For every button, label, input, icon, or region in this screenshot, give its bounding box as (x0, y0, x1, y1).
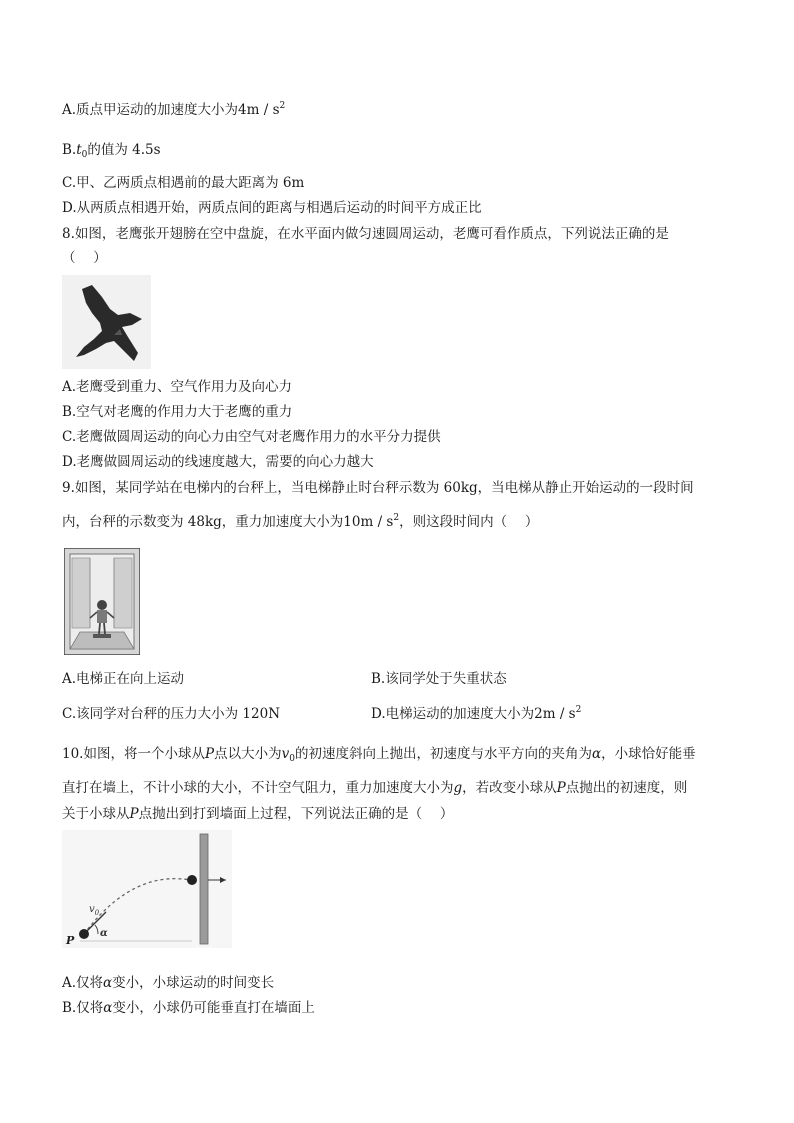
person-head (97, 600, 107, 610)
q9-option-a: A.电梯正在向上运动 (62, 671, 185, 687)
q9-stem-line2-tail: ，则这段时间内（ ） (399, 514, 539, 530)
eagle-image (62, 275, 151, 369)
q10-option-b-text: B.仅将 (62, 1000, 104, 1016)
q10-line3-a: 关于小球从 (62, 806, 130, 822)
q10-option-b-rest: 变小，小球仍可能垂直打在墙面上 (112, 1000, 315, 1016)
q8-option-b: B.空气对老鹰的作用力大于老鹰的重力 (62, 404, 293, 420)
eagle-figure (62, 275, 151, 369)
person-right-leg (104, 623, 105, 634)
elevator-image (64, 548, 140, 655)
q10-line2-p: P (556, 780, 566, 796)
q10-line1-v: v (281, 746, 290, 762)
q8-stem-line2: （ ） (62, 250, 107, 266)
q7-option-c: C.甲、乙两质点相遇前的最大距离为 6m (62, 175, 305, 191)
q8-option-d: D.老鹰做圆周运动的线速度越大，需要的向心力越大 (62, 454, 374, 470)
q7-option-a (62, 101, 285, 119)
q10-line1-a: 10.如图，将一个小球从 (62, 746, 205, 762)
wall (200, 834, 208, 944)
q9-stem-line2-text: 内，台秤的示数变为 48kg，重力加速度大小为 (62, 514, 344, 530)
q10-line3-p: P (129, 806, 139, 822)
q10-option-a-rest: 变小，小球运动的时间变长 (112, 975, 275, 991)
q10-stem-line1 (62, 745, 696, 763)
fig-label-p: P (66, 934, 75, 947)
q7-option-a-text: A.质点甲运动的加速度大小为 (62, 102, 239, 118)
person-left-leg (99, 623, 100, 634)
q9-stem-line2-value: 10m / s (343, 514, 394, 530)
q10-option-b-alpha: α (103, 1000, 113, 1016)
q8-stem-line1: 8.如图，老鹰张开翅膀在空中盘旋，在水平面内做匀速圆周运动，老鹰可看作质点，下列说法正确的是 (62, 226, 669, 242)
elevator-figure (64, 548, 140, 655)
ball-start (79, 929, 89, 939)
q10-line2-b: ，若改变小球从 (462, 780, 557, 796)
elevator-right-panel (114, 558, 132, 628)
q7-option-b-sub: 0 (81, 150, 88, 160)
q10-line1-b: 点以大小为 (214, 746, 282, 762)
q10-line3-b: 点抛出到打到墙面上过程，下列说法正确的是（ ） (138, 806, 454, 822)
q10-option-a-alpha: α (103, 975, 113, 991)
q9-option-b: B.该同学处于失重状态 (371, 671, 507, 687)
q7-option-a-value: 4m / s (238, 102, 280, 118)
q10-line1-d: ，小球恰好能垂 (601, 746, 696, 762)
q7-option-b (62, 141, 161, 159)
person-body (97, 610, 107, 623)
q10-stem-line3 (62, 805, 453, 823)
q10-line1-p: P (204, 746, 215, 762)
q10-option-a-text: A.仅将 (62, 975, 104, 991)
q9-option-d-exponent: 2 (575, 705, 582, 715)
q9-stem-line2 (62, 513, 538, 531)
q10-stem-line2 (62, 779, 687, 797)
projectile-diagram (62, 830, 232, 948)
q7-option-b-var: t (76, 142, 82, 158)
fig-label-v: v (89, 904, 95, 915)
q10-line1-alpha: α (591, 746, 602, 762)
ball-at-wall (187, 875, 197, 885)
q10-option-b (62, 999, 315, 1017)
q10-line1-c: 的初速度斜向上抛出，初速度与水平方向的夹角为 (294, 746, 592, 762)
q9-option-c: C.该同学对台秤的压力大小为 120N (62, 706, 281, 722)
q8-option-c: C.老鹰做圆周运动的向心力由空气对老鹰作用力的水平分力提供 (62, 429, 441, 445)
q9-stem-line1: 9.如图，某同学站在电梯内的台秤上，当电梯静止时台秤示数为 60kg，当电梯从静止开始运动的一段时间 (62, 480, 694, 496)
q10-line1-v-sub: 0 (289, 754, 295, 764)
q9-option-d-text: D.电梯运动的加速度大小为 (371, 706, 535, 722)
q8-option-a: A.老鹰受到重力、空气作用力及向心力 (62, 379, 293, 395)
q7-option-a-exponent: 2 (279, 101, 286, 111)
q10-line2-g: g (453, 780, 463, 796)
q10-line2-c: 点抛出的初速度，则 (565, 780, 688, 796)
elevator-left-panel (72, 558, 90, 628)
scale (93, 634, 111, 638)
fig-label-v-sub: 0 (94, 909, 100, 917)
projectile-figure (62, 830, 232, 948)
q7-option-b-rest: 的值为 4.5s (87, 142, 161, 158)
fig-label-alpha: α (100, 928, 108, 939)
q10-line2-a: 直打在墙上，不计小球的大小，不计空气阻力，重力加速度大小为 (62, 780, 454, 796)
q7-option-b-label: B. (62, 142, 77, 158)
q7-option-d: D.从两质点相遇开始，两质点间的距离与相遇后运动的时间平方成正比 (62, 200, 482, 216)
q10-option-a (62, 974, 274, 992)
q9-option-d-value: 2m / s (534, 706, 576, 722)
q9-stem-line2-exponent: 2 (393, 513, 400, 523)
q9-option-d (371, 705, 581, 723)
